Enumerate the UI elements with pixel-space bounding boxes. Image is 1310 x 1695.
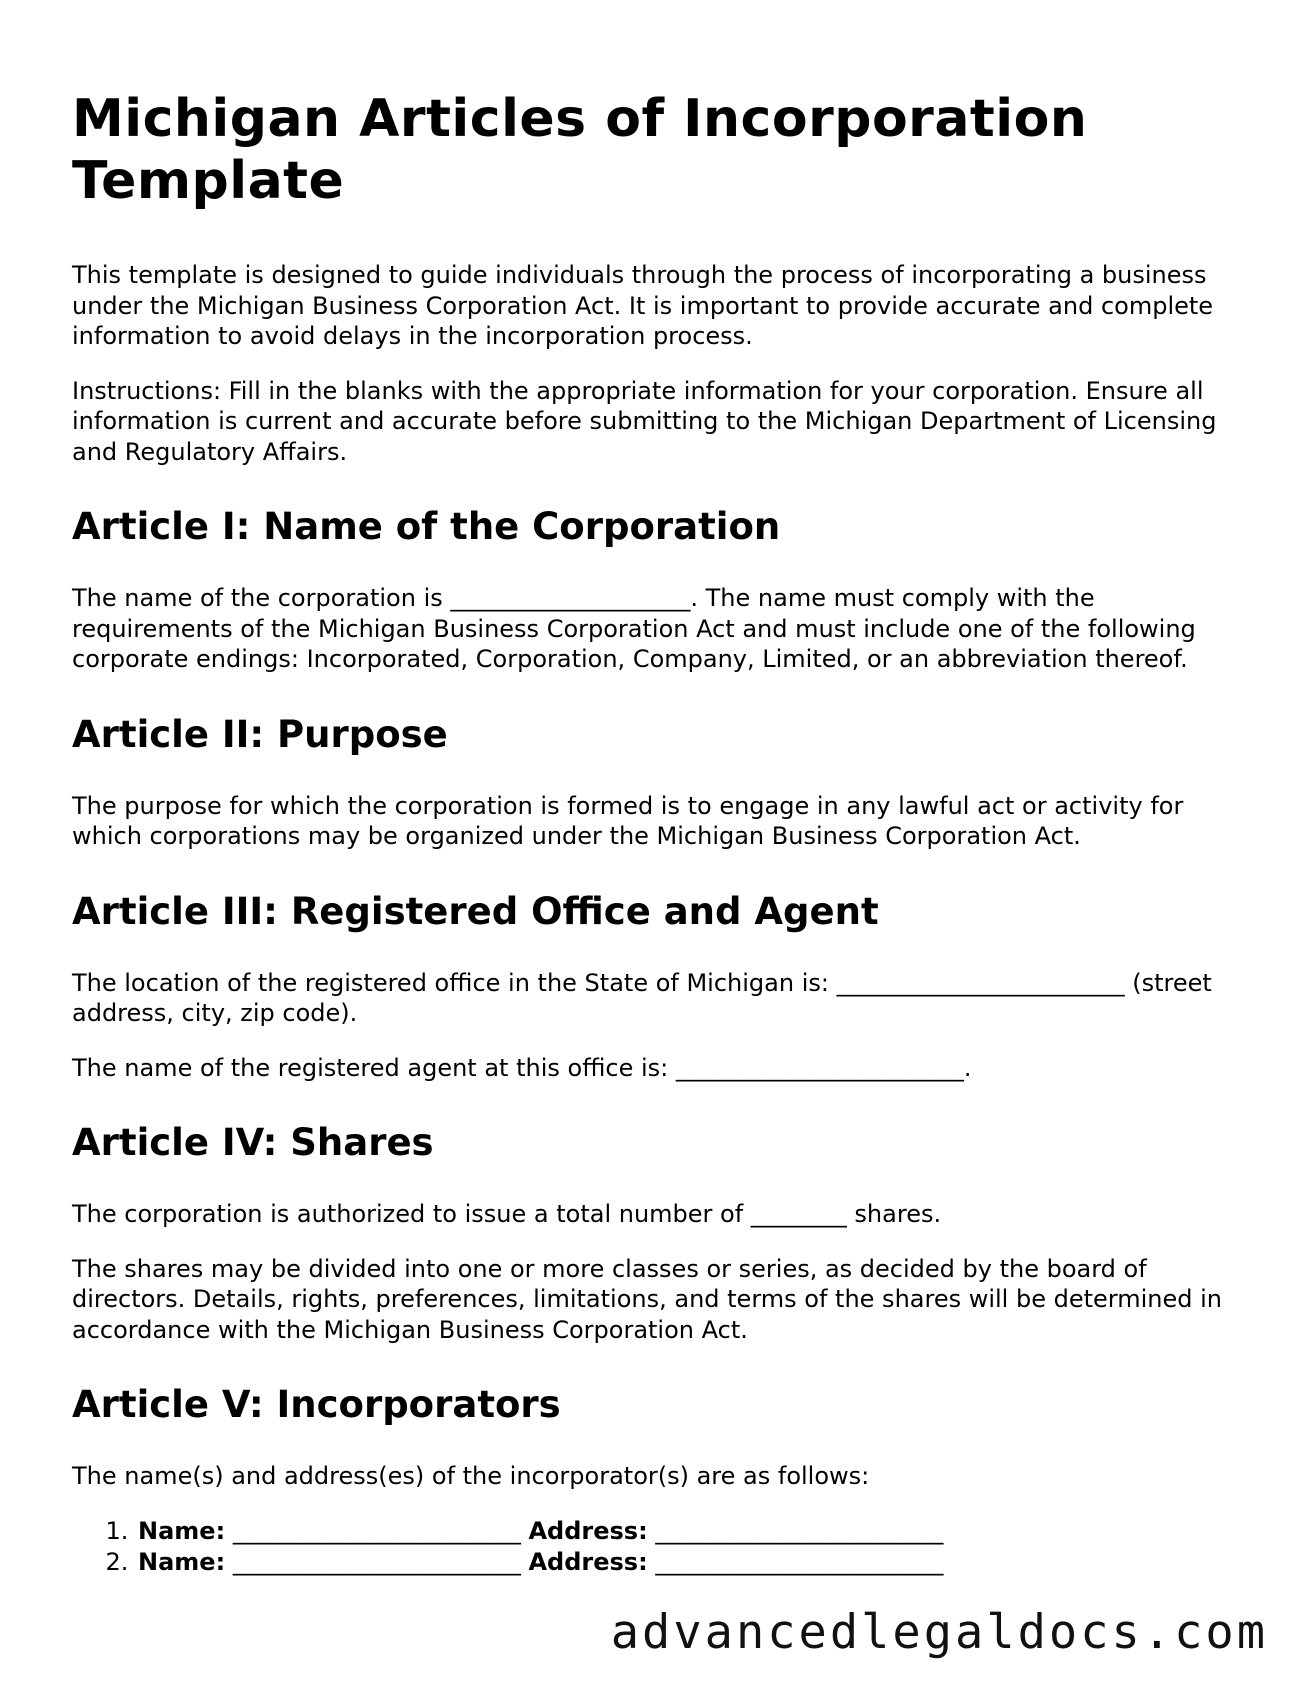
article-1-heading: Article I: Name of the Corporation — [72, 505, 781, 548]
article-5-text: The name(s) and address(es) of the incorporator(s) are as follows: — [72, 1462, 870, 1490]
name-label: Name: — [138, 1516, 226, 1545]
article-3-office-text: The location of the registered office in the State of Michigan is: ________________________ (street address, city, zip code). — [72, 968, 1212, 1027]
list-item — [136, 1516, 1242, 1547]
footer-watermark: advancedlegaldocs.com — [610, 1605, 1268, 1660]
intro-paragraph: This template is designed to guide individuals through the process of incorporating a business under the Michigan Business Corporation Act. It is important to provide accurate and complete information to avoid delays in the incorporation process. — [72, 261, 1214, 350]
article-4-shares-text: The corporation is authorized to issue a total number of ________ shares. — [72, 1200, 942, 1228]
instructions-paragraph: Instructions: Fill in the blanks with the appropriate information for your corporation. Ensure all information is current and accurate before submitting to the Michigan Department of Licensing and Regulatory Affairs. — [72, 376, 1217, 466]
name-blank: ________________________ — [232, 1516, 521, 1545]
document-title: Michigan Articles of Incorporation Template — [72, 89, 1088, 211]
article-3-heading: Article III: Registered Office and Agent — [72, 889, 879, 933]
article-1-text: The name of the corporation is ____________________. The name must comply with the requirements of the Michigan Business Corporation Act and must include one of the following corporate endings: Incorporated, Corporation, Company, Limited, or an abbreviation thereof. — [72, 584, 1196, 673]
article-2-heading: Article II: Purpose — [72, 712, 448, 756]
article-4-classes-text: The shares may be divided into one or more classes or series, as decided by the board of directors. Details, rights, preferences, limitations, and terms of the shares will be determined in accordance with the Michigan Business Corporation Act. — [72, 1254, 1222, 1344]
name-label: Name: — [138, 1547, 226, 1576]
article-3-agent-text: The name of the registered agent at this office is: ________________________. — [72, 1053, 972, 1082]
address-blank: ________________________ — [655, 1547, 944, 1576]
address-label: Address: — [528, 1516, 648, 1545]
name-blank: ________________________ — [232, 1547, 521, 1576]
address-blank: ________________________ — [655, 1516, 944, 1545]
incorporators-list — [72, 1516, 1242, 1578]
address-label: Address: — [528, 1547, 648, 1576]
document-page — [72, 88, 1242, 1578]
article-2-text: The purpose for which the corporation is formed is to engage in any lawful act or activity for which corporations may be organized under the Michigan Business Corporation Act. — [72, 791, 1184, 850]
article-4-heading: Article IV: Shares — [72, 1121, 434, 1164]
article-5-heading: Article V: Incorporators — [72, 1383, 561, 1426]
list-item — [136, 1547, 1242, 1578]
